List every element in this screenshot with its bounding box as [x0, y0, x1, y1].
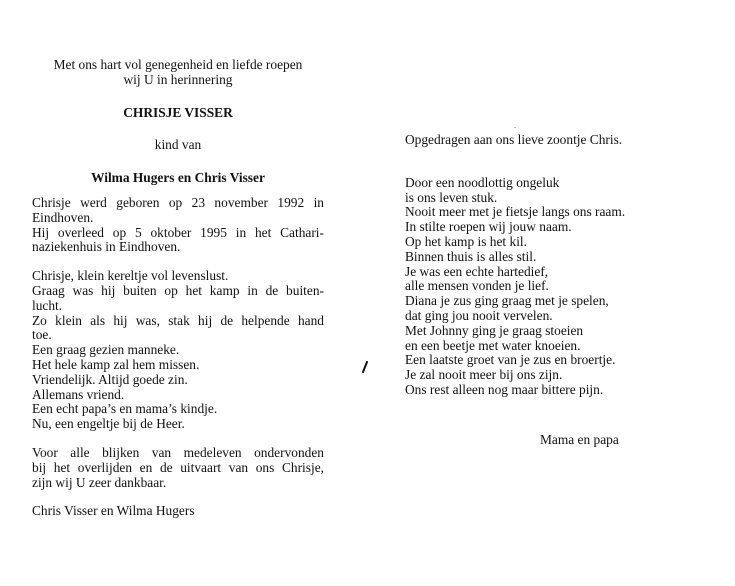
- parents-names: Wilma Hugers en Chris Visser: [91, 170, 265, 186]
- verse-line: Een graag gezien manneke.: [32, 342, 180, 358]
- verse-line: Het hele kamp zal hem missen.: [32, 356, 200, 372]
- verse-line: Chrisje, klein kereltje vol levenslust.: [32, 268, 229, 284]
- poem-line: alle mensen vonden je lief.: [405, 278, 549, 294]
- poem-line: is ons leven stuk.: [405, 189, 498, 205]
- poem-line: Je zal nooit meer bij ons zijn.: [405, 367, 563, 383]
- verse-line: toe.: [32, 327, 52, 343]
- left-signature: Chris Visser en Wilma Hugers: [32, 503, 195, 519]
- verse-line: Allemans vriend.: [32, 386, 125, 402]
- poem-line: Diana je zus ging graag met je spelen,: [405, 293, 609, 309]
- poem-line: en een beetje met water knoeien.: [405, 337, 581, 353]
- intro-line-1: Met ons hart vol genegenheid en liefde roepen: [53, 57, 303, 72]
- verse-line: lucht.: [32, 297, 63, 313]
- thanks-line-1: Voor alle blijken van medeleven ondervonden: [32, 444, 324, 460]
- death-line-1: Hij overleed op 5 oktober 1995 in het Cathari-: [32, 224, 324, 240]
- verse-line: Zo klein als hij was, stak hij de helpende hand: [32, 312, 324, 328]
- child-of-label: kind van: [154, 137, 202, 153]
- poem-line: In stilte roepen wij jouw naam.: [405, 219, 572, 235]
- ink-mark-icon: [362, 361, 368, 373]
- left-page: [32, 58, 324, 519]
- death-line-2: naziekenhuis in Eindhoven.: [32, 239, 181, 255]
- intro-line-2: wij U in herinnering: [123, 71, 233, 87]
- dedication: Opgedragen aan ons lieve zoontje Chris.: [405, 132, 623, 147]
- poem-line: dat ging jou nooit vervelen.: [405, 307, 553, 323]
- poem-line: Door een noodlottig ongeluk: [405, 174, 560, 190]
- verse-line: Nu, een engeltje bij de Heer.: [32, 416, 185, 432]
- poem-line: Ons rest alleen nog maar bittere pijn.: [405, 381, 604, 397]
- thanks-line-2: bij het overlijden en de uitvaart van ons Chrisje,: [32, 459, 324, 475]
- deceased-name: CHRISJE VISSER: [123, 104, 233, 120]
- speck: [514, 127, 516, 128]
- verse-line: Een echt papa’s en mama’s kindje.: [32, 401, 218, 417]
- poem-line: Een laatste groet van je zus en broertje.: [405, 352, 616, 368]
- right-signature: Mama en papa: [540, 432, 619, 447]
- right-page: [405, 133, 705, 398]
- birth-line-2: Eindhoven.: [32, 209, 94, 225]
- poem-line: Op het kamp is het kil.: [405, 233, 527, 249]
- poem-line: Met Johnny ging je graag stoeien: [405, 322, 584, 338]
- poem-line: Binnen thuis is alles stil.: [405, 248, 537, 264]
- birth-line-1: Chrisje werd geboren op 23 november 1992 in: [32, 194, 324, 210]
- verse-line: Graag was hij buiten op het kamp in de buiten-: [32, 282, 324, 298]
- poem-line: Nooit meer met je fietsje langs ons raam.: [405, 204, 626, 220]
- thanks-line-3: zijn wij U zeer dankbaar.: [32, 474, 167, 490]
- verse-line: Vriendelijk. Altijd goede zin.: [32, 371, 188, 387]
- poem-line: Je was een echte hartedief,: [405, 263, 549, 279]
